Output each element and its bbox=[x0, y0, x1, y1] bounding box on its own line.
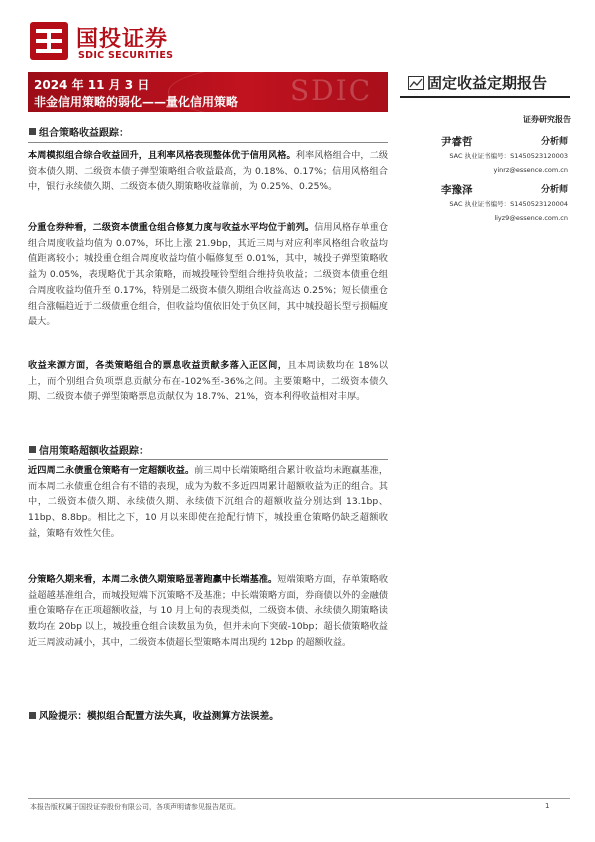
section-header bbox=[28, 124, 388, 140]
report-type-header bbox=[408, 72, 573, 96]
bullet-square-icon bbox=[29, 712, 36, 719]
bullet-square-icon bbox=[29, 128, 36, 135]
page-number: 1 bbox=[545, 802, 550, 810]
section-title: 组合策略收益跟踪： bbox=[39, 128, 129, 139]
banner-watermark: SDIC bbox=[290, 74, 373, 107]
analyst-role: 分析师 bbox=[540, 185, 568, 195]
analyst-license: SAC 执业证书编号：S1450523120004 bbox=[449, 200, 568, 208]
title-banner bbox=[28, 72, 388, 112]
paragraph bbox=[28, 463, 388, 542]
report-date: 2024 年 11 月 3 日 bbox=[34, 78, 150, 92]
research-label: 证券研究报告 bbox=[523, 115, 571, 124]
chart-line-icon bbox=[408, 76, 424, 90]
analyst-email[interactable]: liyz9@essence.com.cn bbox=[494, 214, 568, 222]
company-logo bbox=[28, 20, 228, 64]
paragraph-lead: 分策略久期来看，本周二永债久期策略显著跑赢中长端基准。 bbox=[28, 574, 278, 585]
logo-mark-icon bbox=[28, 20, 70, 62]
section-title: 信用策略超额收益跟踪： bbox=[39, 446, 149, 457]
section-rule bbox=[28, 459, 388, 460]
footer-disclaimer: 本报告版权属于国投证券股份有限公司，各项声明请参见报告尾页。 bbox=[30, 803, 240, 811]
paragraph-lead: 收益来源方面，各类策略组合的票息收益贡献多落入正区间， bbox=[28, 360, 288, 371]
footer-rule bbox=[28, 798, 570, 799]
analyst-license: SAC 执业证书编号：S1450523120003 bbox=[449, 152, 568, 160]
paragraph-body: 短端策略方面，存单策略收益超越基准组合，而城投短端下沉策略不及基准；中长端策略方面，券商债以外的金融债重仓策略存在正项超额收益，与 10 月上旬的表现类似，二级资本债、永续债久期策略读数均在 20bp 以上，城投重仓组合读数虽为负，但并未向下突破-10bp；超长债策略收益近三周波动减小，其中，二级资本债超长型策略本周出现约 12bp 的超额收益。 bbox=[28, 574, 389, 648]
paragraph bbox=[28, 220, 388, 330]
analyst-card bbox=[405, 134, 570, 180]
analyst-card bbox=[405, 182, 570, 228]
paragraph-lead: 分重仓券种看，二级资本债重仓组合修复力度与收益水平均位于前列。 bbox=[28, 222, 315, 233]
logo-text-cn: 国投证券 bbox=[76, 27, 169, 52]
risk-text: 风险提示：模拟组合配置方法失真，收益测算方法误差。 bbox=[39, 711, 279, 722]
paragraph-lead: 近四周二永债重仓策略有一定超额收益。 bbox=[28, 465, 195, 476]
analyst-role: 分析师 bbox=[540, 137, 568, 147]
paragraph bbox=[28, 358, 388, 405]
analyst-email[interactable]: yinrz@essence.com.cn bbox=[493, 166, 568, 174]
logo-text-en: SDIC SECURITIES bbox=[78, 50, 174, 61]
section-rule bbox=[28, 142, 388, 143]
report-title: 非金信用策略的弱化——量化信用策略 bbox=[34, 95, 239, 109]
paragraph bbox=[28, 572, 388, 651]
paragraph-body: 前三周中长端策略组合累计收益均未跑赢基准，而本周二永债重仓组合有不错的表现，成为为数不多近四周累计超额收益为正的组合。其中，二级资本债久期、永续债久期、永续债下沉组合的超额收益分别达到 13.1bp、11bp、8.8bp。相比之下，10 月以来即使在抢配行情下，城投重仓策略仍缺乏超额收益，策略有效性欠佳。 bbox=[28, 465, 389, 539]
bullet-square-icon bbox=[29, 446, 36, 453]
paragraph bbox=[28, 148, 388, 195]
analyst-name: 李豫泽 bbox=[441, 184, 473, 196]
section-header bbox=[28, 442, 388, 458]
risk-warning bbox=[28, 708, 388, 724]
report-type-text: 固定收益定期报告 bbox=[427, 74, 548, 92]
paragraph-body: 且本周读数均在 18%以上，而个别组合负项票息贡献分布在-102%至-36%之间。主要策略中，二级资本债久期、二级资本债子弹型策略票息贡献仅为 18.7%、21%，资本利得收益相对丰厚。 bbox=[28, 360, 389, 403]
analyst-name: 尹睿哲 bbox=[441, 136, 473, 148]
paragraph-body: 信用风格存单重仓组合周度收益均值为 0.07%，环比上涨 21.9bp，其近三周与对应利率风格组合收益均值距离较小；城投重仓组合周度收益均值小幅修复至 0.01%，其中，城投子弹型策略收益为 0.05%，表现略优于其余策略，而城投哑铃型组合维持负收益；二级资本债重仓组合周度收益均值升至 0.17%，特别是二级资本债久期组合收益高达 0.25%；短长债重仓组合涨幅趋近于二级债重仓组合，但收益均值依旧处于负区间，其中城投超长型亏损幅度最大。 bbox=[28, 222, 389, 328]
paragraph-lead: 本周模拟组合综合收益回升，且利率风格表现整体优于信用风格。 bbox=[28, 150, 296, 161]
paragraph-body: 利率风格组合中，二级资本债久期、二级资本债子弹型策略组合收益最高，为 0.18%、0.17%；信用风格组合中，银行永续债久期、二级资本债久期策略收益靠前，为 0.25%、0.25%。 bbox=[28, 150, 389, 193]
header-rule bbox=[400, 96, 570, 98]
